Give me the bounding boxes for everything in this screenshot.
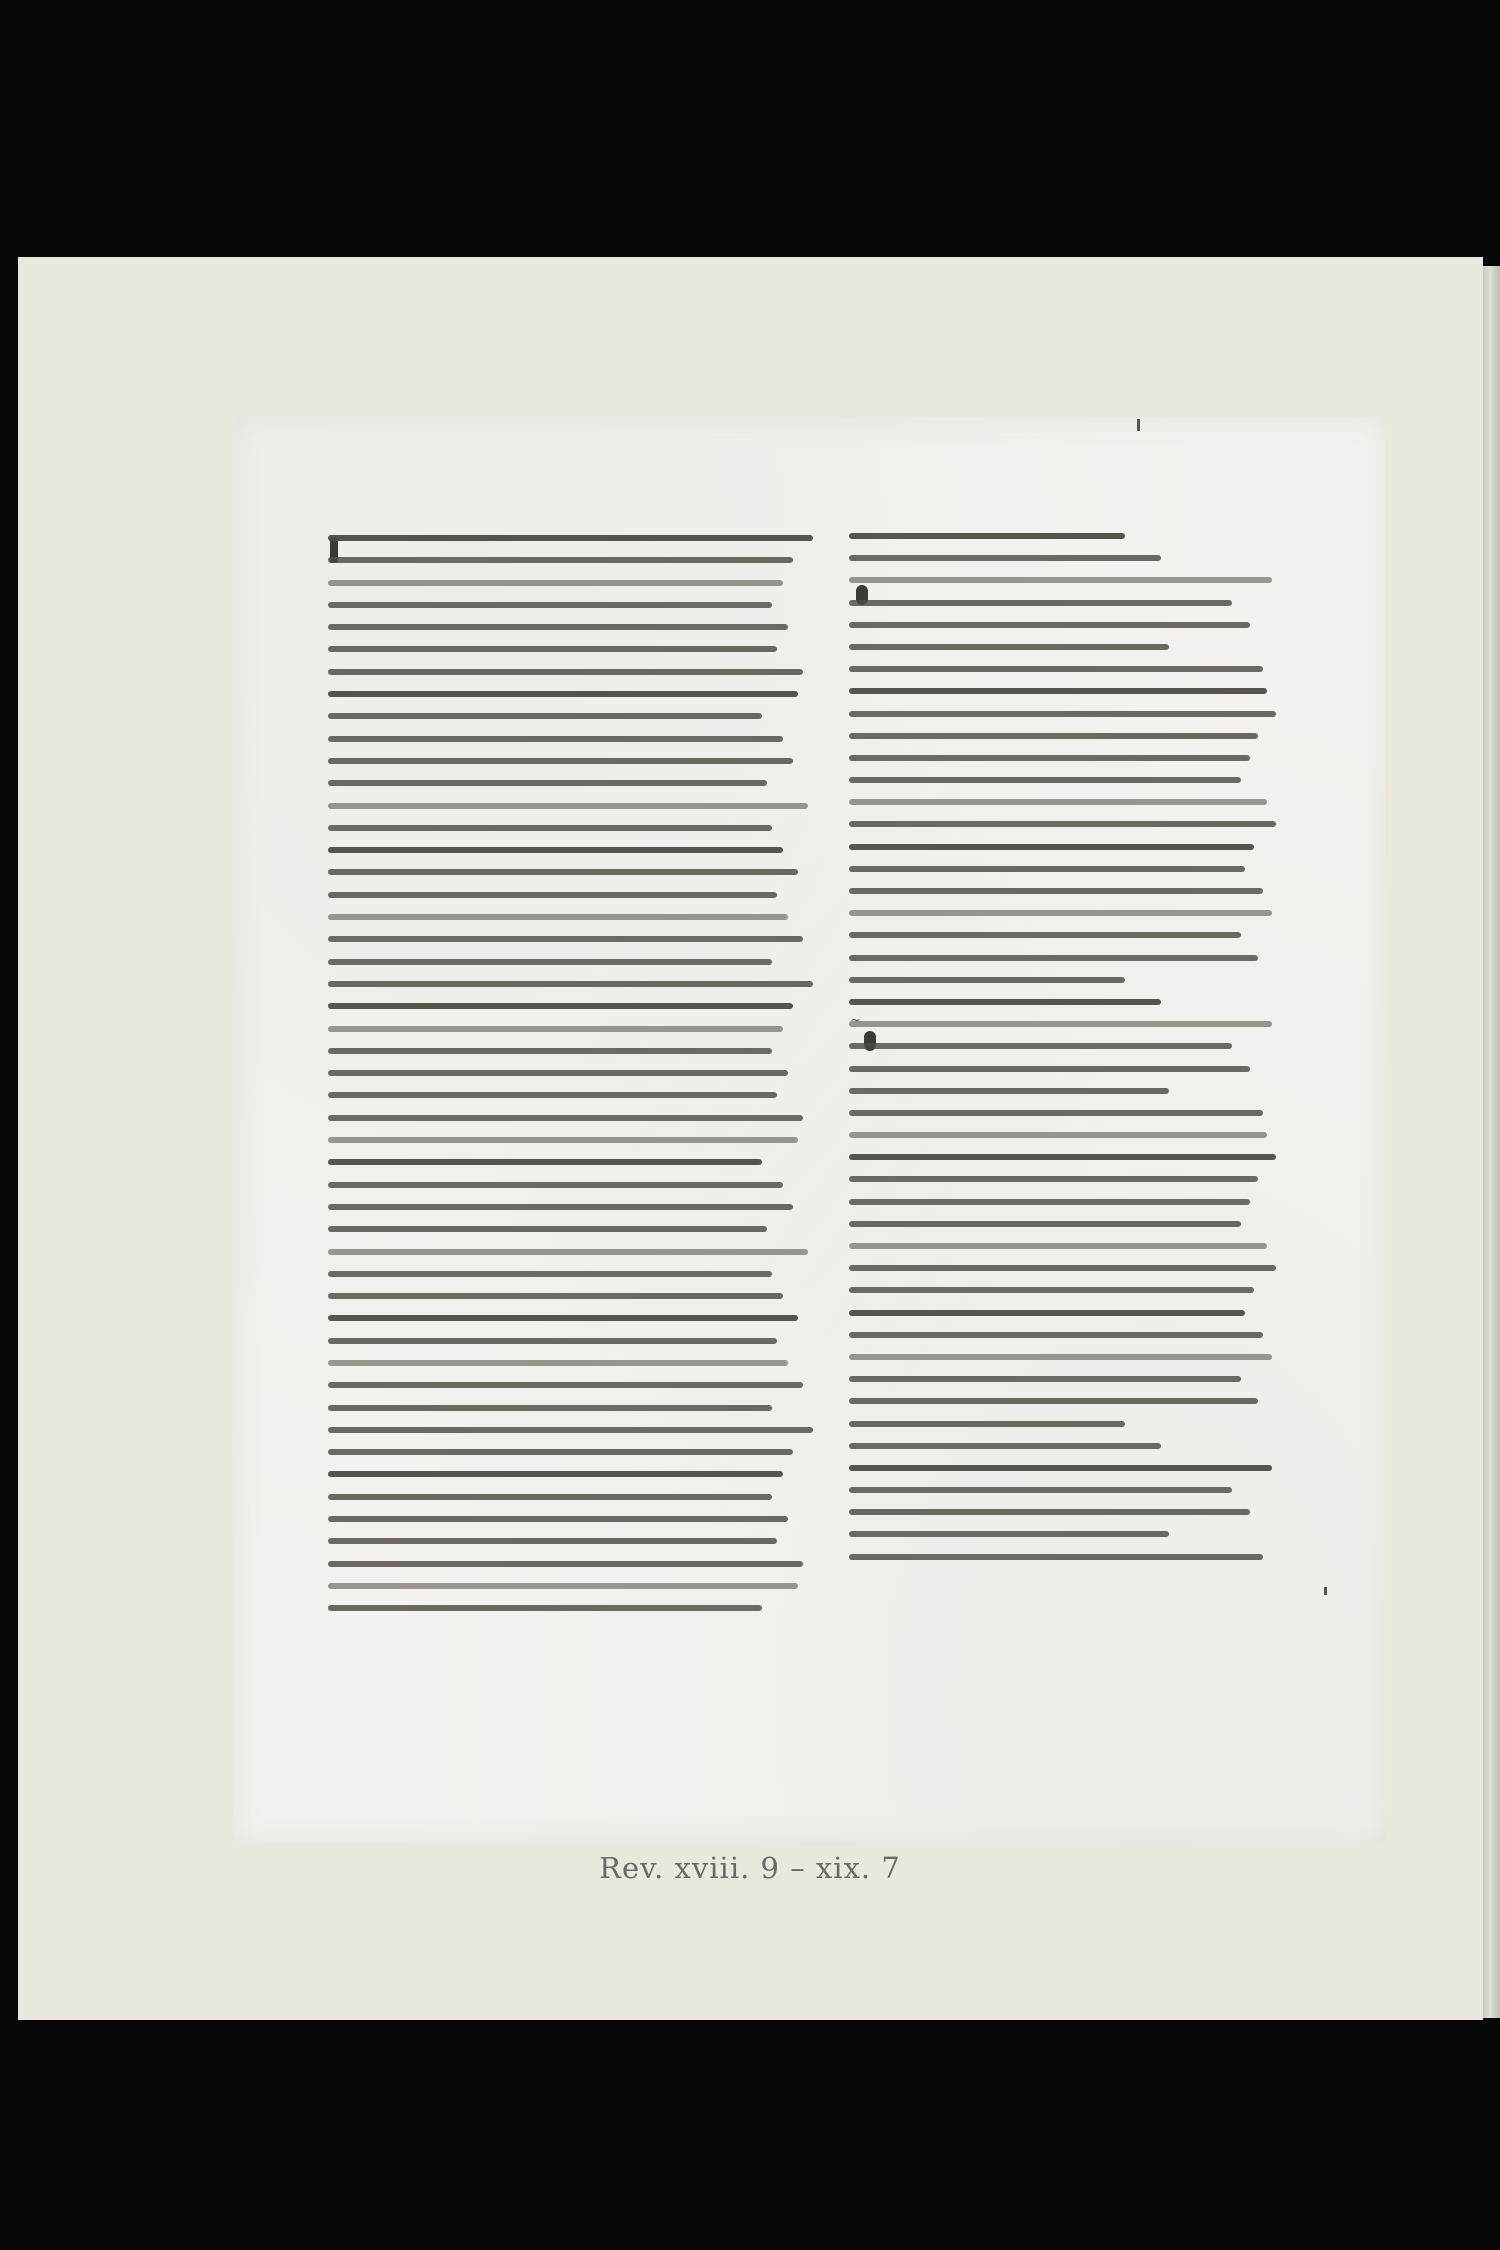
manuscript-line (849, 1221, 1241, 1227)
manuscript-line (328, 646, 777, 652)
manuscript-line (328, 580, 783, 586)
manuscript-line (328, 1204, 793, 1210)
manuscript-line (849, 1376, 1241, 1382)
manuscript-line (849, 1110, 1263, 1116)
manuscript-line (328, 1249, 808, 1255)
manuscript-line (849, 910, 1272, 916)
manuscript-line (849, 1132, 1267, 1138)
manuscript-line (328, 892, 777, 898)
manuscript-line (328, 1605, 762, 1611)
manuscript-line (328, 1070, 788, 1076)
manuscript-line (328, 1382, 803, 1388)
manuscript-line (328, 1405, 772, 1411)
manuscript-line (328, 1561, 803, 1567)
manuscript-line (849, 1066, 1250, 1072)
manuscript-line (328, 1360, 788, 1366)
plate-mark-bottom (1324, 1587, 1327, 1595)
plate-caption: Rev. xviii. 9 – xix. 7 (599, 1851, 901, 1885)
manuscript-line (849, 1199, 1250, 1205)
manuscript-line (849, 755, 1250, 761)
manuscript-line (328, 847, 783, 853)
manuscript-line (328, 624, 788, 630)
manuscript-line (328, 803, 808, 809)
manuscript-line (849, 1531, 1169, 1537)
manuscript-line (328, 1003, 793, 1009)
manuscript-line (849, 799, 1267, 805)
manuscript-line (849, 711, 1276, 717)
manuscript-line (328, 936, 803, 942)
manuscript-line (849, 821, 1276, 827)
text-column-right (849, 533, 1294, 1576)
manuscript-line (328, 780, 767, 786)
manuscript-line (849, 1287, 1254, 1293)
manuscript-line (849, 1154, 1276, 1160)
manuscript-line (849, 555, 1161, 561)
manuscript-line (849, 932, 1241, 938)
manuscript-line (849, 1398, 1258, 1404)
manuscript-line (849, 644, 1169, 650)
manuscript-line (328, 869, 798, 875)
manuscript-line (849, 1332, 1263, 1338)
manuscript-line (328, 1026, 783, 1032)
manuscript-line (328, 1494, 772, 1500)
manuscript-line (328, 557, 793, 563)
manuscript-line (328, 1159, 762, 1165)
manuscript-line (849, 1421, 1125, 1427)
manuscript-line (328, 1137, 798, 1143)
manuscript-line (849, 1243, 1267, 1249)
manuscript-line (328, 959, 772, 965)
manuscript-line (849, 977, 1125, 983)
manuscript-line (849, 1354, 1272, 1360)
manuscript-line (328, 914, 788, 920)
manuscript-line (849, 577, 1272, 583)
manuscript-plate (234, 417, 1386, 1843)
manuscript-line (849, 1509, 1250, 1515)
manuscript-line (328, 1315, 798, 1321)
manuscript-line (328, 1449, 793, 1455)
manuscript-line (849, 1021, 1272, 1027)
manuscript-line (328, 1182, 783, 1188)
manuscript-line (849, 666, 1263, 672)
manuscript-line (849, 1176, 1258, 1182)
manuscript-line (328, 1271, 772, 1277)
manuscript-line (849, 688, 1267, 694)
manuscript-line (849, 1310, 1245, 1316)
manuscript-line (328, 1293, 783, 1299)
manuscript-line (849, 733, 1258, 739)
manuscript-line (328, 1226, 767, 1232)
manuscript-line (328, 1427, 813, 1433)
manuscript-line (328, 535, 813, 541)
manuscript-line (328, 1115, 803, 1121)
manuscript-line (849, 1265, 1276, 1271)
manuscript-line (849, 1043, 1232, 1049)
manuscript-line (849, 1554, 1263, 1560)
manuscript-line (328, 1583, 798, 1589)
manuscript-line (328, 1471, 783, 1477)
plate-mark-top (1137, 419, 1140, 431)
manuscript-line (328, 825, 772, 831)
manuscript-line (328, 602, 772, 608)
manuscript-line (849, 600, 1232, 606)
manuscript-line (328, 1092, 777, 1098)
manuscript-line (849, 844, 1254, 850)
manuscript-line (849, 955, 1258, 961)
page-edge (1483, 266, 1500, 2018)
manuscript-line (328, 736, 783, 742)
manuscript-line (849, 1088, 1169, 1094)
manuscript-line (328, 713, 762, 719)
text-column-left (328, 535, 833, 1628)
manuscript-line (849, 866, 1245, 872)
manuscript-line (328, 691, 798, 697)
manuscript-line (849, 533, 1125, 539)
manuscript-line (849, 622, 1250, 628)
manuscript-line (849, 777, 1241, 783)
manuscript-line (849, 888, 1263, 894)
manuscript-line (328, 669, 803, 675)
manuscript-line (849, 1465, 1272, 1471)
manuscript-line (328, 1338, 777, 1344)
manuscript-line (328, 1516, 788, 1522)
manuscript-line (328, 758, 793, 764)
manuscript-line (328, 1538, 777, 1544)
manuscript-line (328, 981, 813, 987)
manuscript-line (849, 999, 1161, 1005)
manuscript-line (849, 1487, 1232, 1493)
manuscript-line (328, 1048, 772, 1054)
manuscript-line (849, 1443, 1161, 1449)
